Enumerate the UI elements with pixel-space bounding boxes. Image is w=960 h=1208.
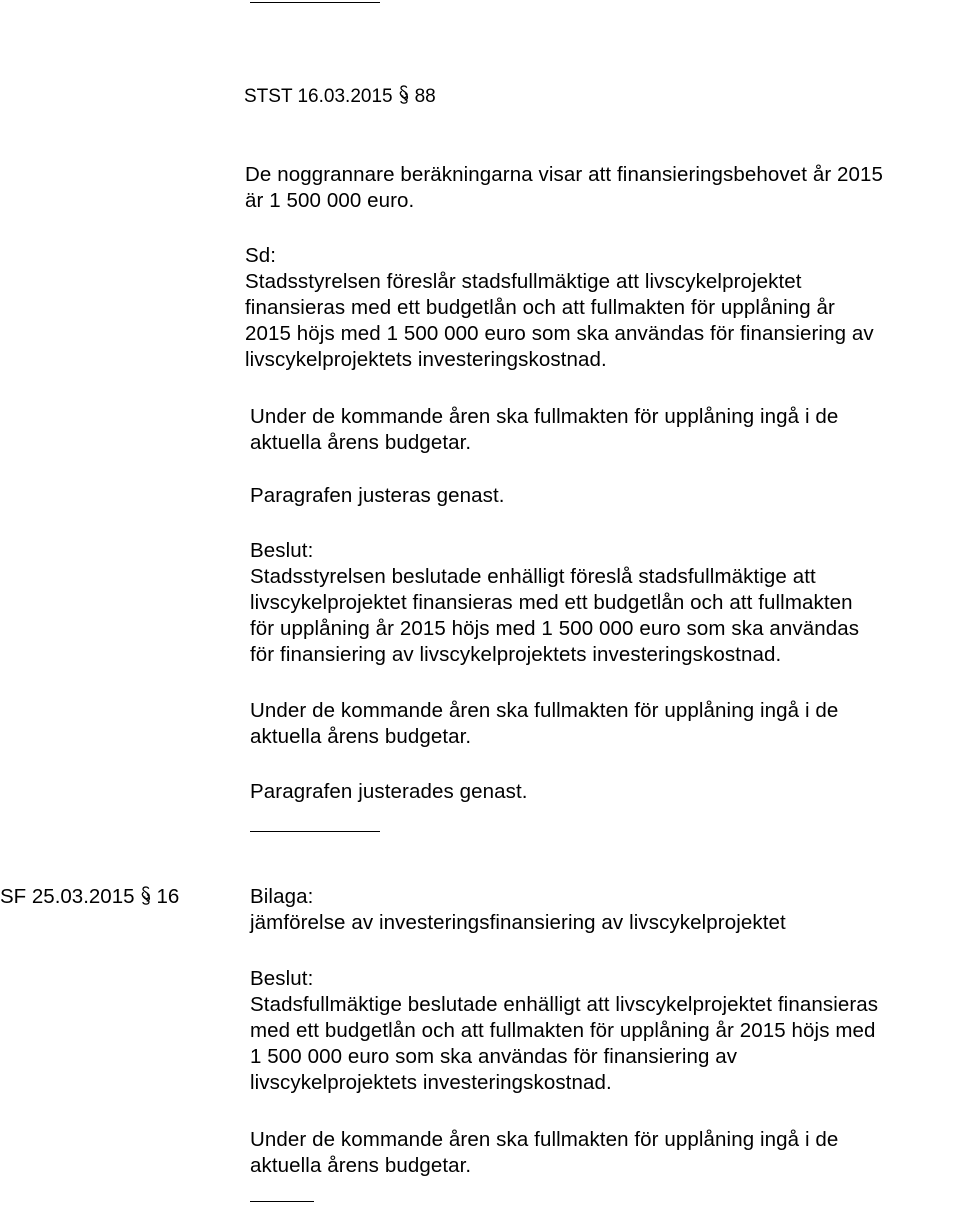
section-1-reference [244,84,436,109]
decision-line: för finansiering av livscykelprojektets investeringskostnad. [250,643,782,666]
proposal-line: livscykelprojektets investeringskostnad. [245,348,607,371]
proposal-line: Stadsstyrelsen föreslår stadsfullmäktige att livscykelprojektet [245,270,802,293]
attachment-text: jämförelse av investeringsfinansiering av livscykelprojektet [250,911,786,934]
proposal-line: 2015 höjs med 1 500 000 euro som ska användas för finansiering av [245,322,874,345]
section-2-reference [0,884,179,910]
section-end-rule [250,831,380,832]
budget-note-line: Under de kommande åren ska fullmakten för upplåning ingå i de [250,1128,839,1151]
decision-line: för upplåning år 2015 höjs med 1 500 000 euro som ska användas [250,617,860,640]
budget-note-line: aktuella årens budgetar. [250,1154,472,1177]
paragraph-check-note: Paragrafen justeras genast. [250,484,505,507]
section-1-ref-prefix: STST 16.03.2015 [244,86,393,107]
bottom-separator-rule [250,1201,314,1202]
decision-line: livscykelprojektets investeringskostnad. [250,1071,612,1094]
section-sign-icon [139,885,153,907]
decision-line: 1 500 000 euro som ska användas för finansiering av [250,1045,738,1068]
proposal-label: Sd: [245,244,277,267]
decision-label: Beslut: [250,539,314,562]
budget-note-line: Under de kommande åren ska fullmakten för upplåning ingå i de [250,699,839,722]
budget-note-line: aktuella årens budgetar. [250,725,472,748]
section-2-ref-number: 16 [156,885,180,908]
section-1-text-line: De noggrannare beräkningarna visar att finansieringsbehovet år 2015 [245,163,884,186]
attachment-label: Bilaga: [250,885,314,908]
section-2-ref-prefix: SF 25.03.2015 [0,885,135,908]
top-separator-rule [250,2,380,3]
section-1-text-line: är 1 500 000 euro. [245,189,415,212]
decision-label: Beslut: [250,967,314,990]
decision-line: Stadsfullmäktige beslutade enhälligt att livscykelprojektet finansieras [250,993,879,1016]
decision-line: Stadsstyrelsen beslutade enhälligt föreslå stadsfullmäktige att [250,565,816,588]
section-1-ref-number: 88 [414,86,436,107]
section-sign-icon [397,84,411,106]
proposal-line: finansieras med ett budgetlån och att fullmakten för upplåning år [245,296,835,319]
paragraph-check-note: Paragrafen justerades genast. [250,780,528,803]
decision-line: livscykelprojektet finansieras med ett budgetlån och att fullmakten [250,591,853,614]
decision-line: med ett budgetlån och att fullmakten för upplåning år 2015 höjs med [250,1019,876,1042]
budget-note-line: Under de kommande åren ska fullmakten för upplåning ingå i de [250,405,839,428]
budget-note-line: aktuella årens budgetar. [250,431,472,454]
